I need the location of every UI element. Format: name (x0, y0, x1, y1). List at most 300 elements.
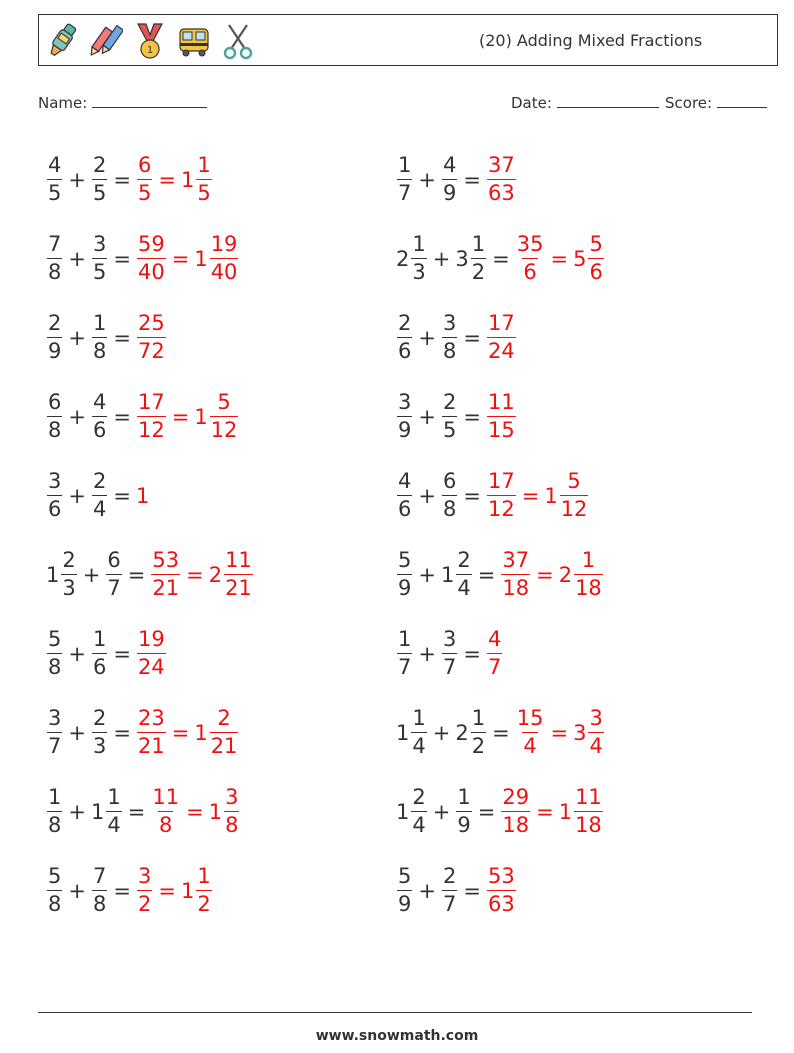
denominator: 8 (159, 813, 173, 837)
numerator: 3 (442, 311, 457, 335)
numerator: 1 (457, 785, 471, 809)
equals-sign: = (463, 404, 481, 429)
denominator: 4 (412, 813, 426, 837)
numerator: 2 (442, 390, 457, 414)
whole-part: 1 (135, 483, 150, 508)
mixed-number (91, 392, 108, 441)
fraction (487, 471, 516, 520)
mixed-number (136, 708, 167, 757)
whole-part: 5 (573, 246, 587, 271)
plus-sign: + (68, 404, 86, 429)
denominator: 18 (575, 576, 602, 600)
whole-part: 1 (180, 167, 195, 192)
mixed-number (46, 787, 63, 836)
denominator: 5 (48, 181, 62, 205)
answer (486, 392, 517, 441)
whole-part: 1 (396, 720, 410, 745)
plus-sign: + (68, 325, 86, 350)
mixed-number (500, 550, 531, 599)
answer (486, 866, 517, 915)
problem-item (396, 535, 746, 614)
numerator: 1 (197, 864, 211, 888)
equals-sign: = (521, 483, 540, 508)
mixed-number (194, 234, 239, 283)
problem-item (46, 219, 396, 298)
fraction (47, 787, 62, 836)
mixed-number (136, 313, 167, 362)
numerator: 4 (398, 469, 412, 493)
fraction (442, 155, 457, 204)
fraction (137, 392, 166, 441)
problem-item (396, 298, 746, 377)
denominator: 12 (487, 497, 515, 521)
mixed-number (441, 155, 458, 204)
denominator: 8 (48, 260, 62, 284)
fraction (487, 313, 516, 362)
fraction (106, 550, 121, 599)
problem-item (46, 456, 396, 535)
plus-sign: + (68, 720, 86, 745)
fraction (47, 629, 62, 678)
problem-item (396, 693, 746, 772)
mixed-number (396, 550, 413, 599)
problem-item (46, 140, 396, 219)
fraction (442, 629, 457, 678)
mixed-number (181, 155, 213, 204)
problem-item (46, 614, 396, 693)
scissors-icon (221, 21, 255, 61)
plus-sign: + (68, 167, 86, 192)
equals-sign: = (536, 562, 554, 587)
whole-part: 1 (194, 246, 208, 271)
denominator: 6 (92, 418, 107, 442)
numerator: 4 (487, 627, 502, 651)
fraction (137, 866, 152, 915)
answer (486, 471, 589, 520)
denominator: 8 (92, 339, 107, 363)
mixed-number (441, 313, 458, 362)
score-field (665, 93, 767, 112)
denominator: 8 (442, 497, 457, 521)
whole-part: 2 (208, 562, 223, 587)
fraction (92, 629, 107, 678)
fraction (442, 392, 457, 441)
mixed-number (46, 866, 63, 915)
score-label: Score: (665, 94, 713, 112)
whole-part: 1 (544, 483, 558, 508)
equals-sign: = (127, 799, 146, 824)
plus-sign: + (418, 483, 436, 508)
denominator: 18 (502, 576, 530, 600)
numerator: 29 (502, 785, 530, 809)
numerator: 3 (398, 390, 412, 414)
denominator: 40 (137, 260, 165, 284)
fraction (442, 471, 457, 520)
fraction (487, 866, 516, 915)
denominator: 5 (197, 181, 211, 205)
mixed-number (486, 866, 517, 915)
whole-part: 1 (208, 799, 223, 824)
fraction (137, 313, 166, 362)
mixed-number (91, 866, 108, 915)
numerator: 6 (107, 548, 121, 572)
equals-sign: = (463, 325, 481, 350)
equals-sign: = (113, 246, 131, 271)
fraction (411, 234, 426, 283)
mixed-number (136, 392, 167, 441)
fraction (560, 471, 589, 520)
numerator: 5 (217, 390, 231, 414)
numerator: 11 (225, 548, 252, 572)
denominator: 63 (487, 181, 515, 205)
denominator: 7 (442, 655, 457, 679)
date-label: Date: (511, 94, 552, 112)
equals-sign: = (186, 799, 204, 824)
fraction (456, 550, 471, 599)
whole-part: 1 (90, 799, 105, 824)
answer (136, 392, 239, 441)
numerator: 3 (442, 627, 457, 651)
mixed-number (209, 787, 241, 836)
denominator: 6 (48, 497, 62, 521)
answer (150, 550, 253, 599)
fraction (574, 550, 603, 599)
medal-icon (133, 21, 167, 61)
plus-sign: + (418, 641, 436, 666)
fraction (151, 550, 180, 599)
fraction (397, 629, 412, 678)
denominator: 21 (152, 576, 180, 600)
whole-part: 1 (46, 562, 60, 587)
mixed-number (396, 234, 428, 283)
numerator: 4 (48, 153, 62, 177)
denominator: 40 (210, 260, 238, 284)
mixed-number (136, 484, 150, 508)
equals-sign: = (113, 878, 131, 903)
mixed-number (396, 866, 413, 915)
denominator: 6 (523, 260, 537, 284)
fraction (47, 155, 62, 204)
denominator: 4 (457, 576, 471, 600)
answer (136, 484, 150, 508)
mixed-number (91, 708, 108, 757)
mixed-number (46, 550, 78, 599)
equals-sign: = (536, 799, 554, 824)
denominator: 24 (137, 655, 165, 679)
fraction (47, 234, 62, 283)
equals-sign: = (463, 641, 481, 666)
numerator: 1 (471, 232, 486, 256)
answer (486, 313, 517, 362)
equals-sign: = (463, 483, 481, 508)
fraction (487, 629, 502, 678)
numerator: 2 (92, 469, 107, 493)
fraction (210, 392, 239, 441)
equals-sign: = (550, 246, 569, 271)
mixed-number (486, 392, 517, 441)
mixed-number (46, 471, 63, 520)
equals-sign: = (113, 483, 131, 508)
mixed-number (396, 629, 413, 678)
numerator: 17 (487, 469, 515, 493)
numerator: 1 (412, 232, 426, 256)
denominator: 7 (48, 734, 62, 758)
denominator: 9 (457, 813, 471, 837)
numerator: 3 (225, 785, 239, 809)
worksheet-header (38, 14, 778, 66)
denominator: 7 (398, 181, 412, 205)
answer (136, 629, 167, 678)
numerator: 15 (516, 706, 544, 730)
mixed-number (136, 234, 167, 283)
numerator: 3 (589, 706, 603, 730)
mixed-number (515, 234, 546, 283)
answer (486, 629, 503, 678)
date-blank (557, 93, 659, 108)
numerator: 2 (442, 864, 457, 888)
numerator: 3 (48, 469, 62, 493)
mixed-number (91, 155, 108, 204)
equals-sign: = (127, 562, 146, 587)
fraction (151, 787, 180, 836)
mixed-number (500, 787, 531, 836)
svg-text:1: 1 (146, 45, 154, 56)
plus-sign: + (432, 246, 451, 271)
fraction (210, 708, 239, 757)
fraction (92, 313, 107, 362)
whole-part: 2 (455, 720, 469, 745)
mixed-number (396, 313, 413, 362)
problem-item (46, 693, 396, 772)
denominator: 9 (48, 339, 62, 363)
denominator: 12 (210, 418, 238, 442)
answer (515, 234, 605, 283)
mixed-number (544, 471, 589, 520)
equals-sign: = (477, 562, 496, 587)
numerator: 3 (48, 706, 62, 730)
fraction (47, 866, 62, 915)
denominator: 72 (137, 339, 165, 363)
denominator: 5 (442, 418, 457, 442)
denominator: 3 (92, 734, 107, 758)
fraction (196, 155, 211, 204)
denominator: 6 (92, 655, 107, 679)
crayon-icon (89, 21, 123, 61)
icon-strip (45, 19, 255, 63)
denominator: 8 (48, 813, 62, 837)
fraction (397, 155, 412, 204)
denominator: 12 (560, 497, 588, 521)
denominator: 3 (412, 260, 426, 284)
plus-sign: + (68, 246, 86, 271)
fraction (471, 234, 486, 283)
fraction (397, 313, 412, 362)
plus-sign: + (418, 562, 436, 587)
denominator: 8 (225, 813, 239, 837)
mixed-number (396, 787, 428, 836)
fraction (92, 234, 107, 283)
mixed-number (455, 708, 487, 757)
problem-item (46, 851, 396, 930)
fraction (411, 708, 426, 757)
fraction (92, 392, 107, 441)
problem-item (396, 456, 746, 535)
fraction (588, 708, 603, 757)
numerator: 59 (137, 232, 165, 256)
numerator: 53 (487, 864, 515, 888)
mixed-number (105, 550, 122, 599)
fraction (92, 155, 107, 204)
fraction (442, 313, 457, 362)
fraction (92, 708, 107, 757)
numerator: 19 (137, 627, 165, 651)
fraction (137, 629, 166, 678)
mixed-number (136, 866, 153, 915)
mixed-number (91, 313, 108, 362)
denominator: 8 (48, 892, 62, 916)
plus-sign: + (418, 325, 436, 350)
mixed-number (441, 866, 458, 915)
numerator: 6 (137, 153, 152, 177)
numerator: 4 (92, 390, 107, 414)
denominator: 24 (487, 339, 515, 363)
denominator: 9 (398, 576, 412, 600)
fraction (501, 550, 530, 599)
fraction (92, 471, 107, 520)
mixed-number (396, 392, 413, 441)
denominator: 9 (442, 181, 457, 205)
mixed-number (486, 155, 517, 204)
mixed-number (441, 392, 458, 441)
numerator: 2 (398, 311, 412, 335)
whole-part: 3 (455, 246, 469, 271)
denominator: 9 (398, 892, 412, 916)
numerator: 3 (137, 864, 152, 888)
equals-sign: = (113, 167, 131, 192)
equals-sign: = (171, 246, 190, 271)
problem-item (396, 140, 746, 219)
fraction (442, 866, 457, 915)
denominator: 2 (471, 734, 486, 758)
numerator: 1 (197, 153, 211, 177)
equals-sign: = (158, 167, 176, 192)
mixed-number (91, 629, 108, 678)
fraction (196, 866, 211, 915)
problem-item (46, 772, 396, 851)
mixed-number (46, 392, 63, 441)
fraction (137, 708, 166, 757)
mixed-number (559, 550, 604, 599)
whole-part: 1 (180, 878, 195, 903)
mixed-number (573, 234, 605, 283)
numerator: 2 (92, 153, 107, 177)
plus-sign: + (432, 799, 451, 824)
problem-item (46, 377, 396, 456)
whole-part: 2 (558, 562, 573, 587)
numerator: 1 (398, 153, 412, 177)
equals-sign: = (186, 562, 204, 587)
school-bus-icon (177, 21, 211, 61)
numerator: 17 (487, 311, 515, 335)
denominator: 5 (92, 260, 107, 284)
footer-divider (38, 1012, 752, 1013)
numerator: 2 (217, 706, 231, 730)
mixed-number (91, 471, 108, 520)
denominator: 63 (487, 892, 515, 916)
equals-sign: = (171, 404, 190, 429)
fraction (397, 866, 412, 915)
fraction (137, 155, 152, 204)
equals-sign: = (113, 325, 131, 350)
denominator: 8 (92, 892, 107, 916)
equals-sign: = (113, 641, 131, 666)
plus-sign: + (68, 641, 86, 666)
numerator: 6 (442, 469, 457, 493)
plus-sign: + (68, 483, 86, 508)
equals-sign: = (492, 720, 510, 745)
numerator: 3 (92, 232, 107, 256)
worksheet-title: (20) Adding Mixed Fractions (479, 31, 703, 50)
fraction (47, 471, 62, 520)
denominator: 4 (107, 813, 121, 837)
equals-sign: = (463, 878, 481, 903)
mixed-number (486, 313, 517, 362)
mixed-number (136, 629, 167, 678)
fraction (588, 234, 603, 283)
problem-item (396, 851, 746, 930)
answer (150, 787, 240, 836)
score-blank (717, 93, 767, 108)
fraction (397, 550, 412, 599)
mixed-number (486, 629, 503, 678)
mixed-number (136, 155, 153, 204)
answer (500, 550, 603, 599)
equals-sign: = (463, 167, 481, 192)
fraction (456, 787, 471, 836)
numerator: 1 (107, 785, 121, 809)
numerator: 19 (210, 232, 238, 256)
fraction (397, 392, 412, 441)
mixed-number (150, 787, 181, 836)
numerator: 11 (575, 785, 602, 809)
denominator: 3 (62, 576, 76, 600)
mixed-number (455, 787, 472, 836)
mixed-number (396, 155, 413, 204)
fraction (224, 550, 253, 599)
fraction (471, 708, 486, 757)
mixed-number (515, 708, 546, 757)
answer (136, 708, 239, 757)
answer (136, 866, 213, 915)
mixed-number (91, 234, 108, 283)
answer (136, 155, 213, 204)
numerator: 5 (589, 232, 603, 256)
mixed-number (46, 629, 63, 678)
equals-sign: = (113, 720, 131, 745)
denominator: 21 (225, 576, 252, 600)
problem-grid (46, 140, 746, 930)
fraction (487, 155, 516, 204)
equals-sign: = (550, 720, 569, 745)
denominator: 6 (398, 339, 412, 363)
mixed-number (150, 550, 181, 599)
numerator: 25 (137, 311, 165, 335)
answer (515, 708, 605, 757)
denominator: 21 (137, 734, 165, 758)
denominator: 9 (398, 418, 412, 442)
denominator: 8 (442, 339, 457, 363)
equals-sign: = (492, 246, 510, 271)
